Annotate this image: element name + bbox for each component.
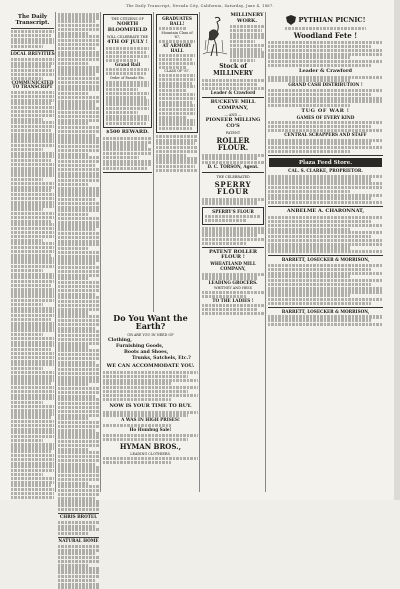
goods-line: Boots and Shoes, [124,349,169,355]
ad-title: Stock of MILLINERY [213,63,253,77]
ad-title: NORTH BLOOMFIELD [107,21,148,33]
ad-headline: Woodland Fete ! [293,30,358,40]
ad-line: CLASS OF '87. [164,69,190,74]
ad-line: Mountain Class of '87, [161,31,193,40]
shield-emblem-icon [286,15,296,25]
ad-headline: HYMAN BROS., [119,441,182,451]
ad-subheading: NOW IS YOUR TIME TO BUY. [109,402,192,409]
ad-title: GAMES OF EVERY KIND [296,114,355,120]
ad-heading: CHRIS BROTEL [59,514,98,520]
ad-title: SPERRY'S FLOUR [212,208,254,214]
ad-headline: SPERRY FLOUR [214,179,252,197]
ad-line: LEADING CLOTHIERS. [130,452,171,457]
divider [268,206,383,207]
ad-title: GRADUATES BALL! [162,16,192,26]
column-6 [267,12,384,492]
ad-headline: ROLLER FLOUR. [216,135,250,153]
ad-subtitle: CAL. S. CLARKE, PROPRIETOR. [288,168,363,174]
ad-line: OR ARE YOU IN NEED OF [127,332,174,337]
millinery-ad [201,12,265,63]
divider [202,97,264,98]
heron-illustration-icon [201,14,229,58]
plaza-banner [269,158,382,167]
section-heading: COMMUNICATED TO TRANSCRIPT [11,79,54,90]
goods-line: Furnishing Goods, [116,343,164,349]
ad-subtitle: Grand Ball [114,61,141,67]
goods-line: Clothing, [108,337,132,343]
ad-headline: Do You Want the Earth? [113,313,188,332]
page-edge [394,0,400,500]
ad-line: THE CELEBRATED [216,174,250,179]
celebration-ad [103,14,152,128]
divider [202,247,264,248]
divider [103,172,152,173]
pythian-header [267,15,384,26]
ad-title: GRAND CASH DISTRIBUTION ! [288,82,363,88]
graduates-ball-ad [156,14,198,133]
ad-line: WHITNEY AND HESS [213,286,253,291]
ad-line: PATENT [225,130,241,135]
ad-title: PIONEER MILLING CO'S [205,117,261,129]
ad-footer: Leader & Crawford [210,89,256,95]
divider [268,155,383,156]
column-5 [201,12,266,492]
ad-title: WHEATLAND MILL COMPANY, [210,261,256,272]
sperry-box [202,207,264,225]
ad-heading: NATURAL HOME [58,538,99,544]
ad-title: TUG OF WAR ! [301,107,350,114]
ad-subheading: A WAS IN HIGH PRISES! [121,417,180,423]
ad-title: BUCKEYE MILL COMPANY, [210,99,256,111]
masthead: The Daily Transcript. [15,14,50,26]
section-heading: LOCAL BREVITIES [10,51,55,57]
ad-line: Order of Parade Etc. [109,75,146,80]
ad-title: PATENT ROLLER FLOUR ! [208,248,258,261]
ad-title: LEADING GROCERS. [208,279,258,285]
goods-line: Trunks, Satchels, Etc.? [132,356,191,361]
ad-line: THE CITIZENS OF [111,16,144,21]
ad-line: — AND — [224,112,242,117]
clothing-ad [102,312,200,492]
ad-title: MILLINERY WORK. [230,12,264,24]
ad-footer: D. C. TORSON, Agent. [207,164,259,170]
ad-title: BARRETT, LOSECKER & MORRISON, [281,257,370,263]
divider [202,172,264,173]
ad-title: BARRETT, LOSECKER & MORRISON, [281,308,370,314]
ad-subheading: Ho Humbug Sale! [129,427,172,433]
ad-title: CENTRAL SCRAPPERS AND STAFF [284,132,367,137]
page-header-line: The Daily Transcript, Nevada City, California, Saturday, June 4, 1887. [126,4,274,8]
column-2 [57,12,101,544]
divider [11,28,54,29]
ad-title: Leader & Crawford [298,67,353,74]
ad-title: TO THE LADIES ! [212,297,254,303]
divider [268,255,383,256]
ad-title: 4TH OF JULY ! [107,39,148,46]
ad-title: AT ARMORY HALL [162,42,192,53]
ad-headline: PYTHIAN PICNIC! [298,16,366,24]
divider [268,307,383,308]
column-1 [10,12,56,492]
reward-heading: $500 REWARD. [106,128,149,135]
ad-title: ANBELME A. CHARONNAT, [286,208,365,215]
ad-subheading: WE CAN ACCOMMODATE YOU. [106,363,195,370]
ad-title: Plaza Feed Store. [298,159,353,166]
ad-line: WILL CELEBRATE THE [106,34,149,39]
